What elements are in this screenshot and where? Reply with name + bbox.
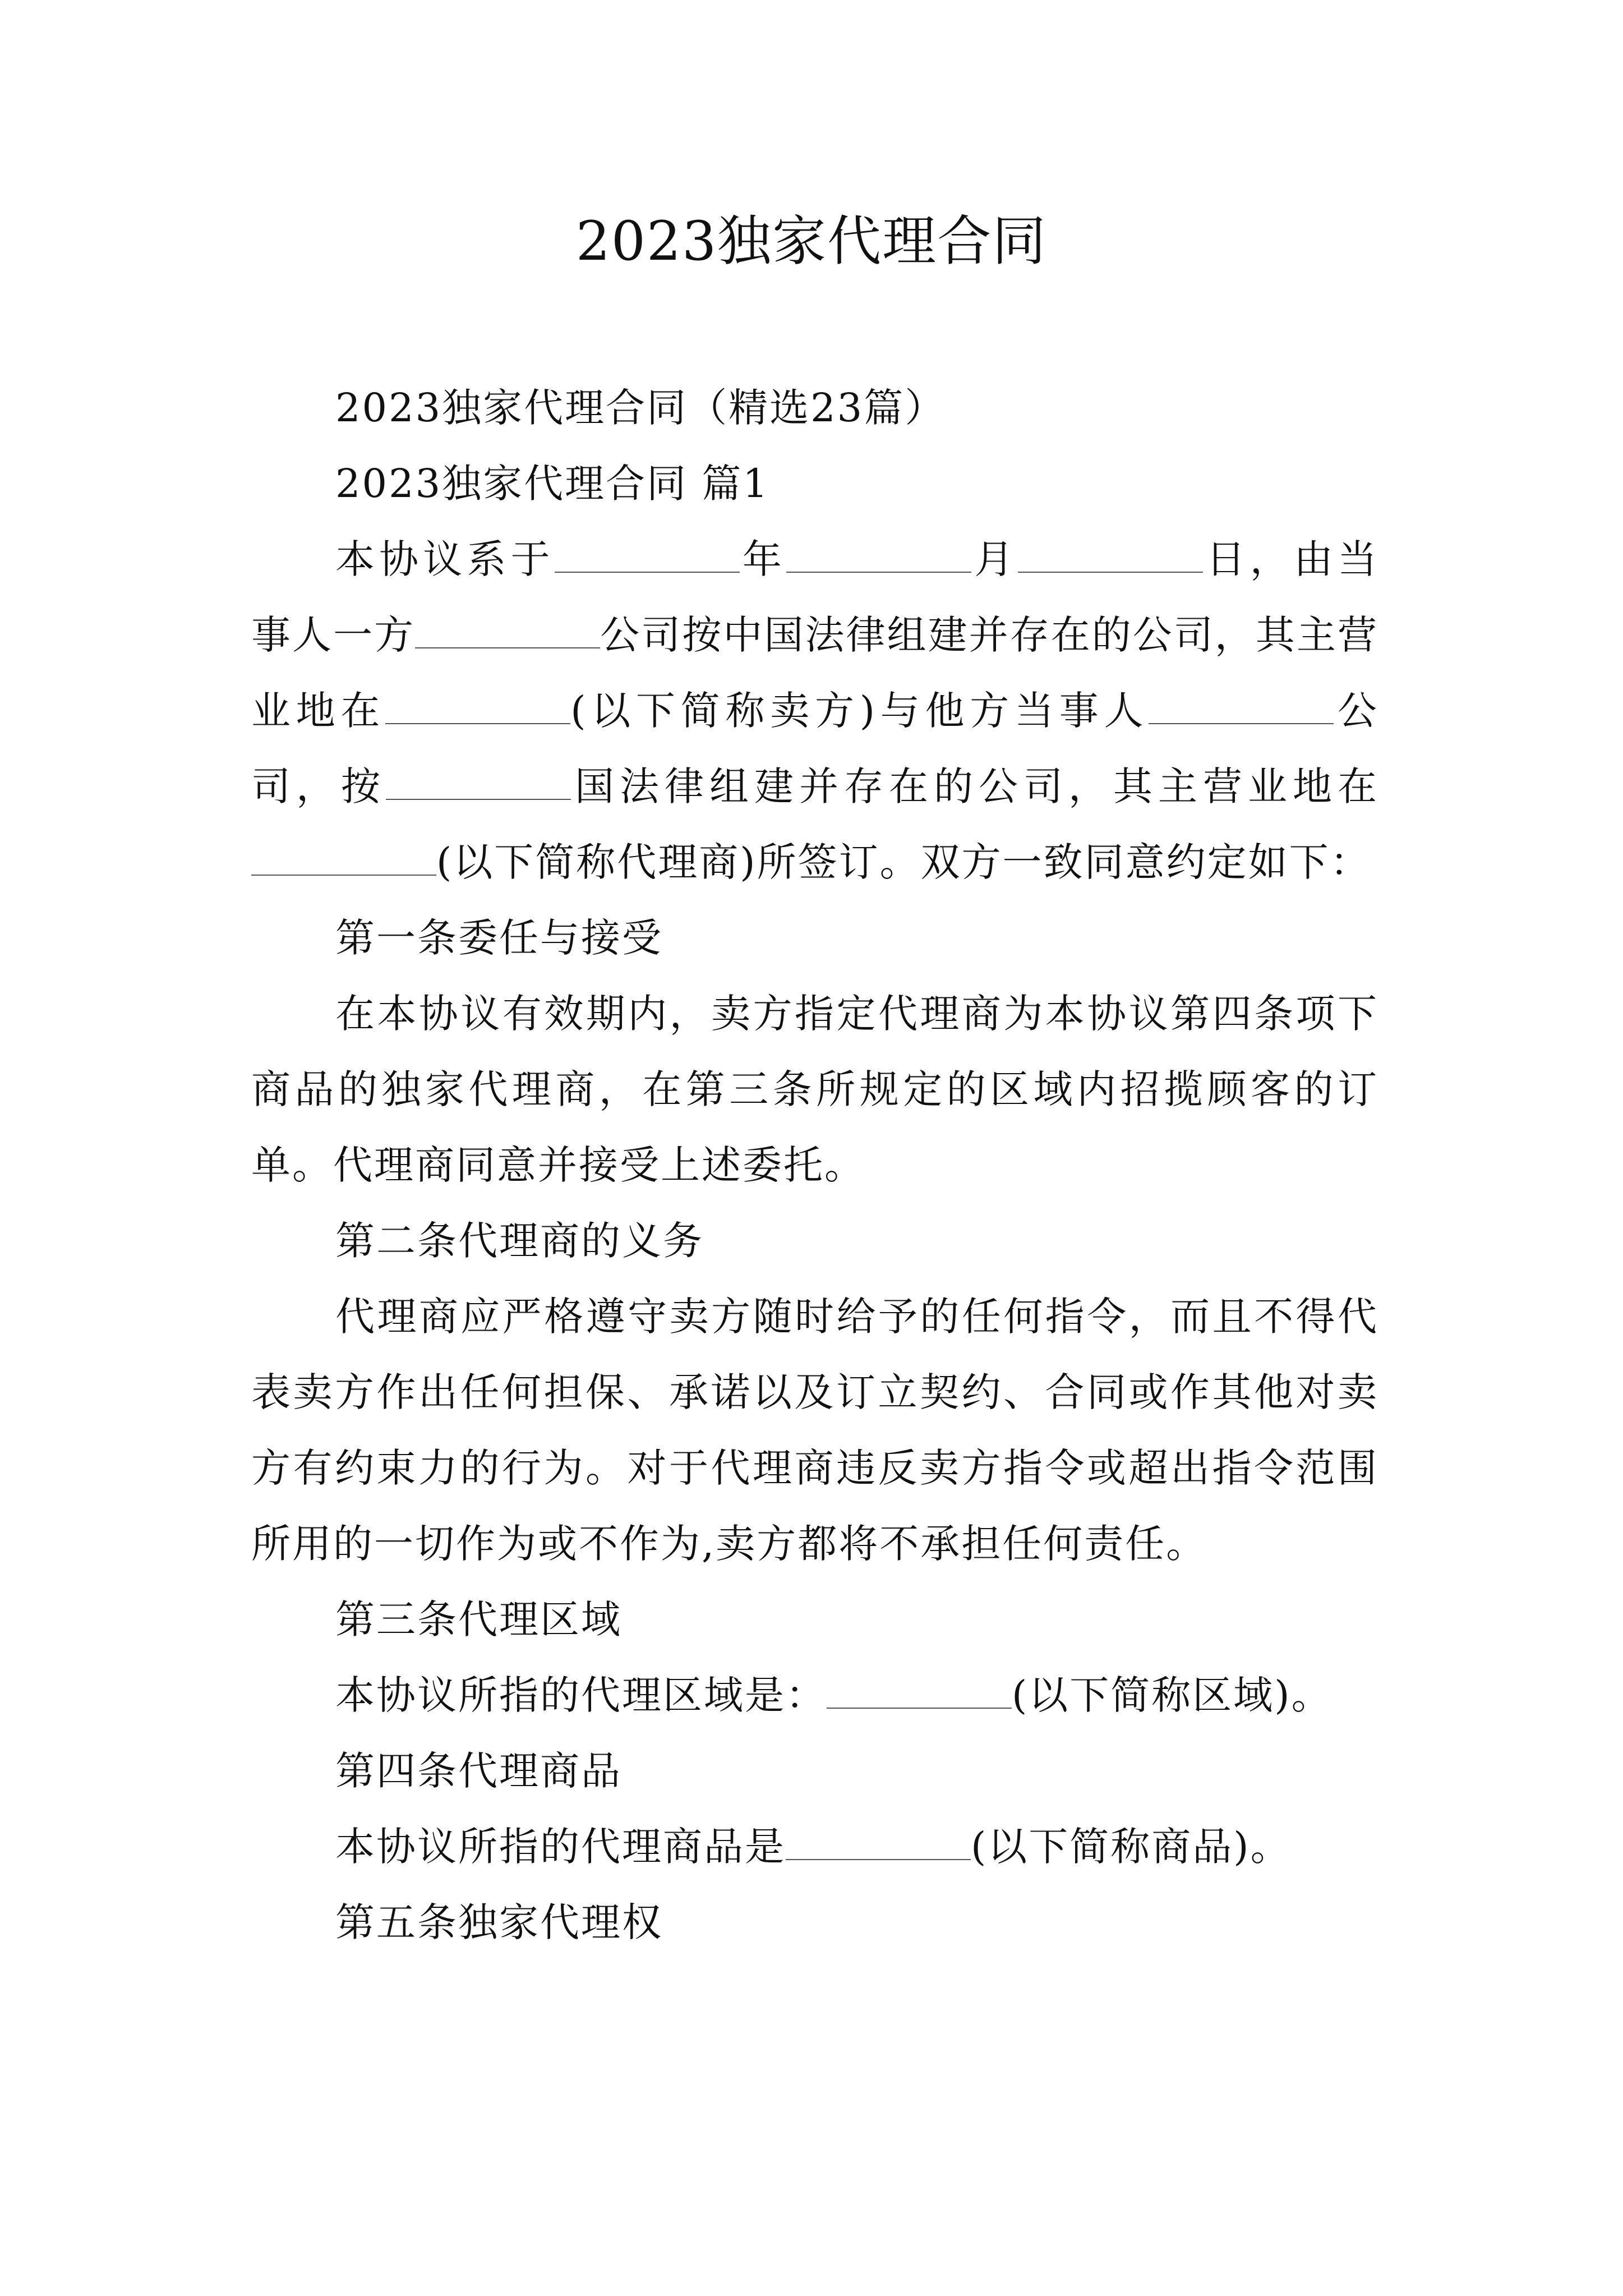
article-1-body: 在本协议有效期内，卖方指定代理商为本协议第四条项下商品的独家代理商，在第三条所规定的区域内招揽顾客的订单。代理商同意并接受上述委托。 [251, 991, 1378, 1188]
article-4-text-b: (以下简称商品)。 [971, 1824, 1292, 1870]
blank-line [555, 537, 740, 573]
intro-text-e: 公司按中国法律组建并存在的公司，其主营业地在 [251, 612, 1379, 734]
article-1-title: 第一条委任与接受 [335, 915, 663, 961]
blank-line [1149, 688, 1334, 724]
section-heading: 2023独家代理合同 篇1 [335, 461, 769, 507]
document-title: 2023独家代理合同 [575, 210, 1048, 273]
article-4-text-a: 本协议所指的代理商品是 [335, 1824, 786, 1870]
intro-paragraph [251, 522, 1378, 900]
blank-line [386, 764, 571, 800]
subtitle: 2023独家代理合同（精选23篇） [335, 385, 946, 431]
blank-line [786, 537, 971, 573]
intro-text-b: 年 [739, 536, 787, 582]
article-4-body [251, 1809, 1378, 1885]
blank-line [786, 1824, 971, 1860]
article-3-text-b: (以下简称区域)。 [1012, 1672, 1332, 1718]
article-2-title: 第二条代理商的义务 [335, 1218, 704, 1264]
blank-line [1018, 537, 1203, 573]
intro-text-d: 日，由当事人一方 [251, 536, 1379, 658]
article-5-title: 第五条独家代理权 [335, 1899, 663, 1945]
blank-line [415, 613, 600, 648]
document-body [251, 370, 1378, 1961]
blank-line [385, 688, 570, 724]
article-3-body [251, 1658, 1378, 1733]
intro-text-c: 月 [971, 536, 1018, 582]
blank-line [251, 840, 436, 876]
article-3-text-a: 本协议所指的代理区域是： [335, 1672, 827, 1718]
intro-text-a: 本协议系于 [335, 536, 555, 582]
article-4-title: 第四条代理商品 [335, 1748, 622, 1794]
intro-text-i: (以下简称代理商)所签订。双方一致同意约定如下： [436, 839, 1371, 885]
intro-text-h: 国法律组建并存在的公司，其主营业地在 [571, 763, 1378, 809]
article-3-title: 第三条代理区域 [335, 1596, 622, 1642]
article-2-body: 代理商应严格遵守卖方随时给予的任何指令，而且不得代表卖方作出任何担保、承诺以及订立契约、合同或作其他对卖方有约束力的行为。对于代理商违反卖方指令或超出指令范围所用的一切作为或不作为,卖方都将不承担任何责任。 [251, 1294, 1378, 1567]
intro-text-g: 公司，按 [251, 688, 1379, 809]
intro-text-f: (以下简称卖方)与他方当事人 [570, 688, 1149, 734]
blank-line [827, 1673, 1012, 1709]
